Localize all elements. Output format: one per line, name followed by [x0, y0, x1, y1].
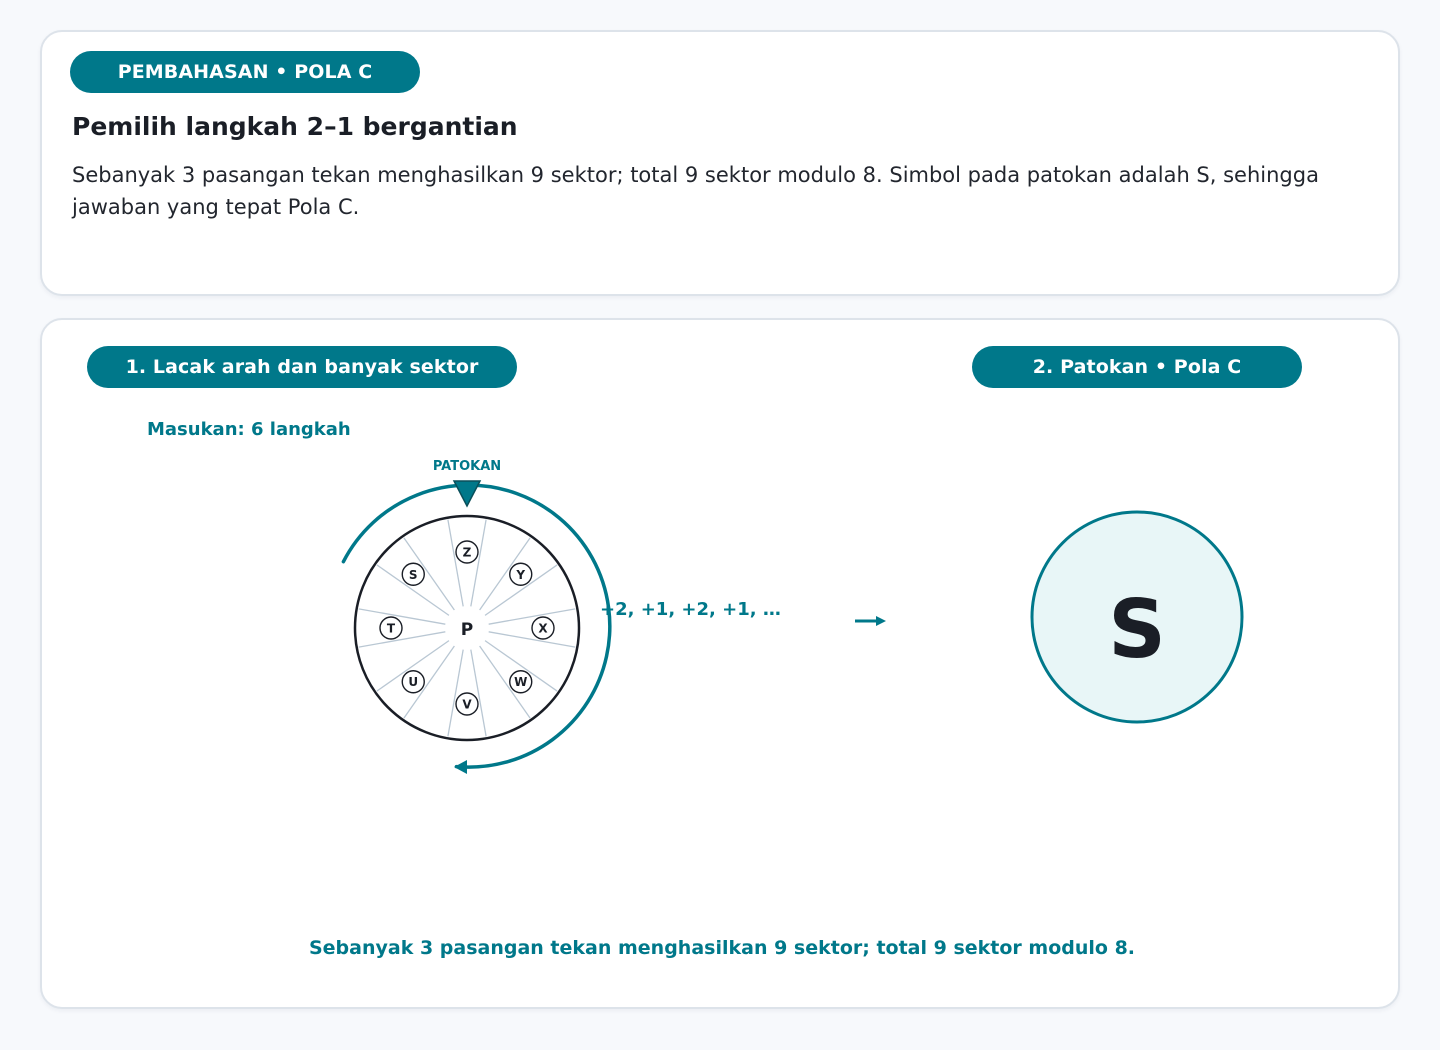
- sector-label: X: [538, 621, 548, 636]
- pointer-triangle-icon: [454, 481, 480, 506]
- diagram-svg: [42, 320, 1402, 1011]
- sector-symbol-y: [510, 563, 532, 585]
- section-badge-label: PEMBAHASAN • POLA C: [117, 61, 373, 83]
- pointer-label: PATOKAN: [432, 459, 502, 474]
- sector-label: Y: [516, 567, 526, 582]
- footer-note: Sebanyak 3 pasangan tekan menghasilkan 9 sektor; total 9 sektor modulo 8.: [308, 937, 1136, 959]
- explanation-title: Pemilih langkah 2–1 bergantian: [72, 112, 518, 141]
- step1-label: 1. Lacak arah dan banyak sektor: [125, 356, 479, 378]
- sector-symbol-t: [380, 617, 402, 639]
- explanation-card: [40, 30, 1400, 296]
- section-badge: [70, 51, 420, 93]
- result-symbol: S: [1108, 583, 1166, 676]
- sector-symbol-z: [456, 541, 478, 563]
- sector-label: T: [386, 621, 396, 636]
- input-steps-label: Masukan: 6 langkah: [147, 419, 351, 440]
- step-sequence: +2, +1, +2, +1, …: [600, 599, 781, 620]
- sector-symbol-s: [402, 563, 424, 585]
- rotation-arrowhead-icon: [454, 760, 467, 774]
- dial-center-symbol: P: [460, 620, 474, 640]
- sector-symbol-w: [510, 671, 532, 693]
- sector-label: U: [408, 675, 419, 690]
- diagram-card: [40, 318, 1400, 1009]
- sector-label: V: [462, 697, 472, 712]
- sector-symbol-x: [532, 617, 554, 639]
- step2-label: 2. Patokan • Pola C: [1032, 356, 1242, 378]
- sector-label: Z: [462, 545, 472, 560]
- explanation-text: Sebanyak 3 pasangan tekan menghasilkan 9 sektor; total 9 sektor modulo 8. Simbol pada patokan adalah S, sehingga jawaban yang tepat Pola C.: [72, 163, 1319, 219]
- sector-symbol-u: [402, 671, 424, 693]
- sector-label: W: [514, 675, 528, 690]
- sector-symbol-v: [456, 693, 478, 715]
- sector-label: S: [408, 567, 418, 582]
